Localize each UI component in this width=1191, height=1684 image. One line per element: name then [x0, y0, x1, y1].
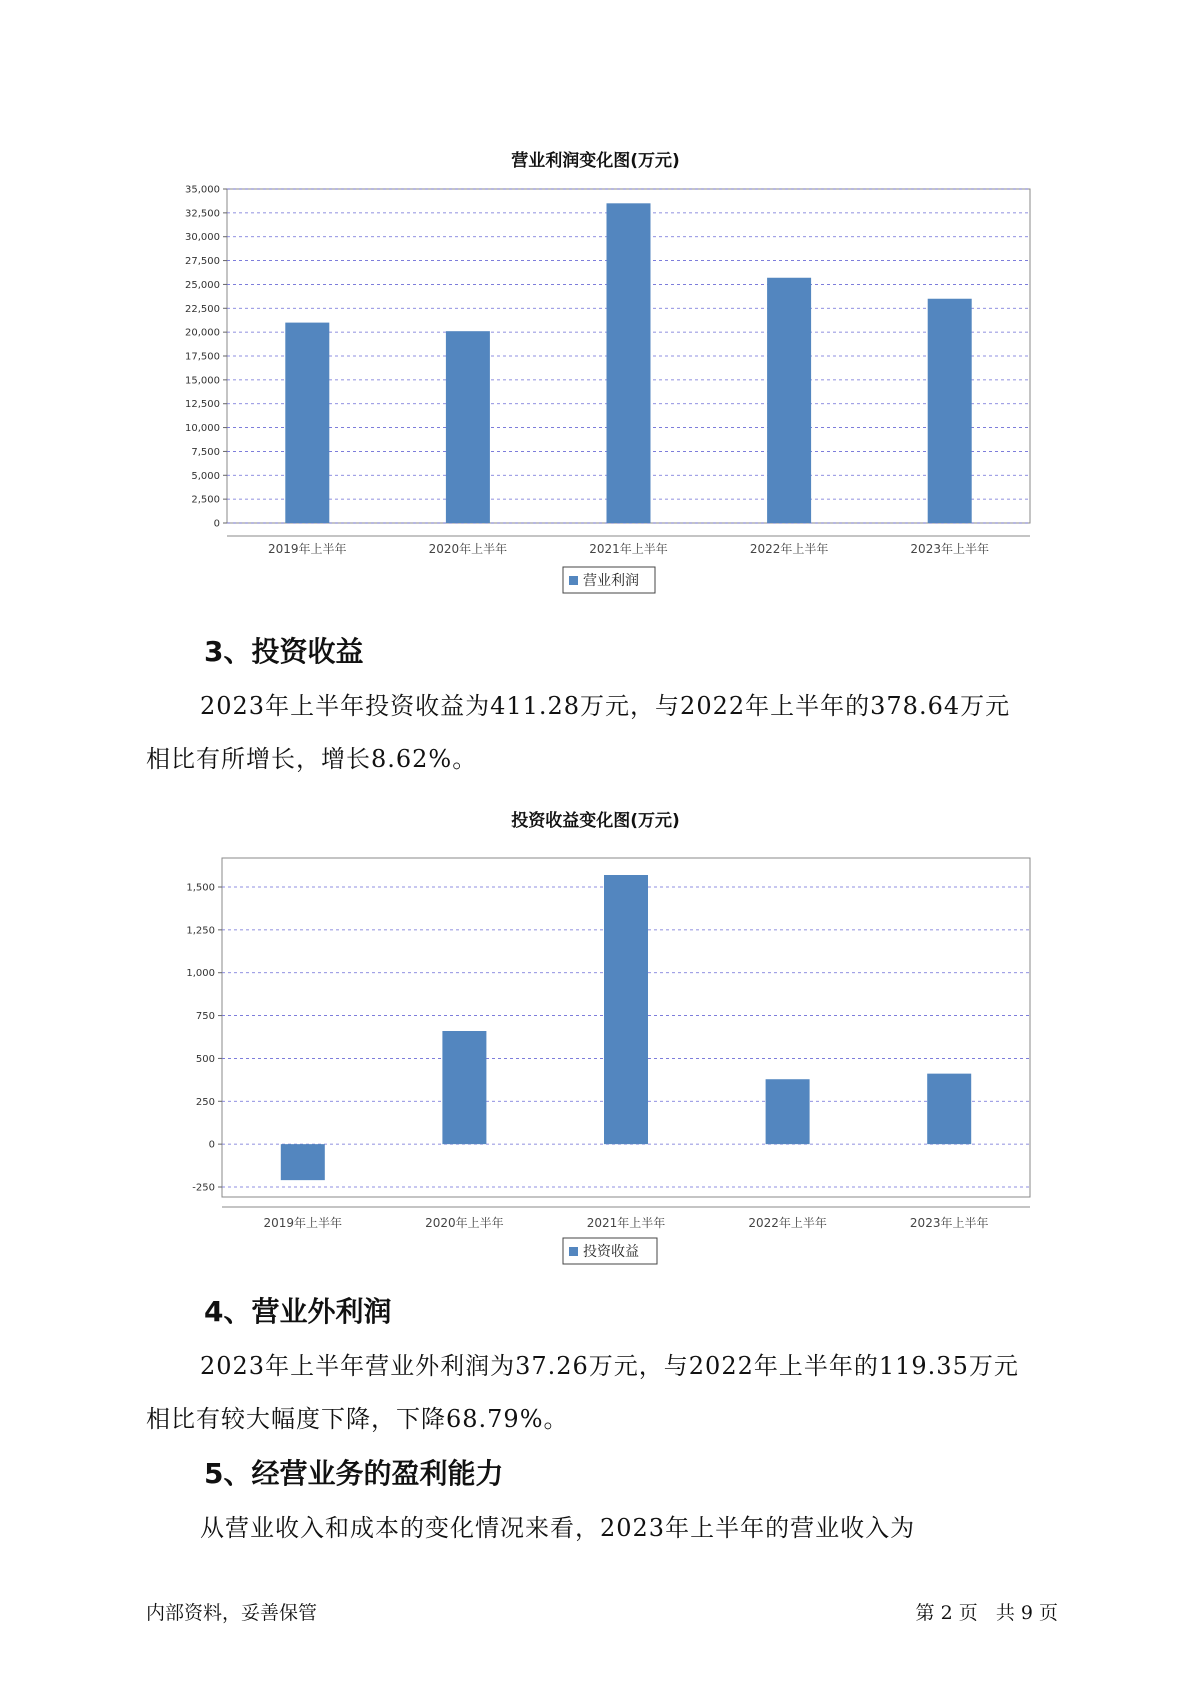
bar — [767, 278, 811, 523]
y-tick-label: 15,000 — [185, 375, 220, 387]
bar — [281, 1144, 325, 1180]
y-tick-label: 5,000 — [191, 470, 220, 482]
y-tick-label: 10,000 — [185, 423, 220, 435]
y-tick-label: -250 — [192, 1182, 215, 1194]
legend-swatch — [569, 576, 578, 585]
footer-confidential-note: 内部资料，妥善保管 — [146, 1602, 318, 1624]
y-tick-label: 0 — [208, 1139, 215, 1151]
section-heading-investment-income: 3、投资收益 — [204, 635, 364, 668]
y-tick-label: 250 — [195, 1096, 215, 1108]
x-category-label: 2022年上半年 — [748, 1216, 827, 1230]
operating-profit-chart — [0, 165, 1191, 595]
y-tick-label: 750 — [195, 1011, 215, 1023]
bar — [442, 1031, 486, 1144]
y-tick-label: 500 — [195, 1053, 215, 1065]
legend-label: 营业利润 — [583, 573, 639, 589]
bar — [928, 299, 972, 523]
chart-title-operating-profit: 营业利润变化图(万元) — [511, 151, 680, 171]
bar — [927, 1074, 971, 1145]
y-tick-label: 22,500 — [185, 303, 220, 315]
paragraph-profitability — [146, 1502, 1066, 1555]
x-category-label: 2022年上半年 — [749, 542, 829, 556]
y-tick-label: 7,500 — [191, 446, 220, 458]
y-tick-label: 12,500 — [185, 399, 220, 411]
y-tick-label: 25,000 — [185, 279, 220, 291]
x-category-label: 2021年上半年 — [586, 1216, 666, 1230]
y-tick-label: 20,000 — [185, 327, 220, 339]
y-tick-label: 30,000 — [185, 232, 220, 244]
investment-income-chart — [0, 830, 1191, 1260]
x-category-label: 2019年上半年 — [268, 542, 347, 556]
chart-title-investment-income: 投资收益变化图(万元) — [511, 811, 680, 831]
y-tick-label: 17,500 — [185, 351, 220, 363]
x-category-label: 2021年上半年 — [589, 542, 668, 556]
y-tick-label: 1,500 — [186, 882, 215, 894]
y-tick-label: 1,250 — [186, 925, 215, 937]
paragraph-line: 从营业收入和成本的变化情况来看，2023年上半年的营业收入为 — [200, 1514, 916, 1542]
bar — [446, 331, 490, 523]
bar — [604, 875, 648, 1144]
paragraph-line: 相比有所增长，增长8.62%。 — [146, 745, 478, 773]
paragraph-line: 相比有较大幅度下降，下降68.79%。 — [146, 1405, 569, 1433]
x-category-label: 2023年上半年 — [910, 542, 989, 556]
y-tick-label: 1,000 — [186, 968, 215, 980]
y-tick-label: 0 — [213, 518, 220, 530]
y-tick-label: 2,500 — [191, 494, 220, 506]
y-tick-label: 27,500 — [185, 256, 220, 268]
section-heading-profitability: 5、经营业务的盈利能力 — [204, 1457, 504, 1490]
x-category-label: 2020年上半年 — [425, 1216, 504, 1230]
paragraph-line: 2023年上半年营业外利润为37.26万元，与2022年上半年的119.35万元 — [200, 1352, 1019, 1380]
section-heading-non-operating-profit: 4、营业外利润 — [204, 1295, 392, 1328]
paragraph-non-operating-profit — [146, 1340, 1066, 1446]
bar — [607, 203, 651, 523]
paragraph-investment-income — [146, 680, 1066, 786]
legend-swatch — [569, 1247, 578, 1256]
y-tick-label: 35,000 — [185, 184, 220, 196]
x-category-label: 2023年上半年 — [909, 1216, 989, 1230]
y-tick-label: 32,500 — [185, 208, 220, 220]
footer-page-number: 第 2 页 共 9 页 — [915, 1602, 1058, 1624]
bar — [285, 323, 329, 523]
paragraph-line: 2023年上半年投资收益为411.28万元，与2022年上半年的378.64万元 — [200, 692, 1011, 720]
x-category-label: 2019年上半年 — [263, 1216, 343, 1230]
bar — [766, 1079, 810, 1144]
legend-label: 投资收益 — [583, 1244, 639, 1260]
x-category-label: 2020年上半年 — [428, 542, 508, 556]
